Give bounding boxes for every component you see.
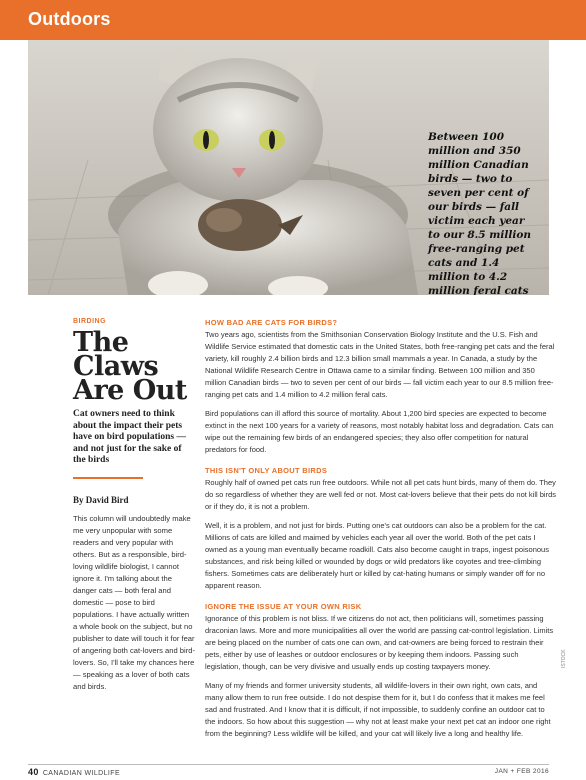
publication-name: CANADIAN WILDLIFE <box>42 770 121 777</box>
article-intro-column <box>73 318 195 693</box>
article-kicker: BIRDING <box>73 318 107 325</box>
section-heading: IGNORE THE ISSUE AT YOUR OWN RISK <box>205 602 362 611</box>
body-paragraph: Two years ago, scientists from the Smithsonian Conservation Biology Institute and the U.S. Fish and Wildlife Service estimated that domestic cats in the United States, both free-ranging pet cats and the feral variety, kill roughly 2.4 billion birds and 12.3 billion small mammals a year. In Canada, a study by the National Wildlife Research Centre in Ottawa came to a similar finding. Between 100 million and 350 million Canadian birds — two to seven per cent of our birds — fall victim each year to our 8.5 million free-ranging pet cats and 1.4 million to 4.2 million feral cats. <box>205 330 555 399</box>
article-byline: By David Bird <box>73 494 129 505</box>
body-paragraph: Ignorance of this problem is not bliss. If we citizens do not act, then politicians will, sometimes passing draconian laws. More and more municipalities all over the world are passing cat-control legislation. Limits are being placed on the number of cats one can own, and cat-owners are being forced to restrain their pets, either by use of leashes or outdoor enclosures or by keeping them indoors. Passing such legislation, though, can be very divisive and usually ends up costing taxpayers money. <box>205 614 554 671</box>
section-title: Outdoors <box>28 9 111 29</box>
photo-credit: ISTOCK <box>561 649 567 668</box>
cat-photo <box>28 40 549 295</box>
deck-divider <box>73 477 143 479</box>
section-header <box>0 0 586 40</box>
footer-divider <box>28 764 549 765</box>
body-paragraph: Many of my friends and former university students, all wildlife-lovers in their own right, own cats, and many allow them to run free outside. I do not despise them for it, but I do confess that it makes me feel sad and frustrated. And I know that it is difficult, if not impossible, to suddenly confine an outdoor cat to the indoors. So how about this suggestion — why not at least make your next pet cat an indoor one right from the beginning? Less wildlife will be killed, and your cat will likely live a long and healthy life. <box>205 681 551 738</box>
section-heading: THIS ISN'T ONLY ABOUT BIRDS <box>205 466 328 475</box>
page-number: 40 <box>28 767 39 777</box>
article-body-column <box>205 318 556 747</box>
article-deck: Cat owners need to think about the impact their pets have on bird populations — and not just for the sake of the birds <box>73 409 186 465</box>
issue-date: JAN + FEB 2016 <box>494 768 549 775</box>
article-headline: The Claws Are Out <box>73 327 187 406</box>
footer-folio <box>28 767 120 777</box>
body-paragraph: Well, it is a problem, and not just for birds. Putting one's cat outdoors can also be a problem for the cat. Millions of cats are killed and maimed by vehicles each year all over the world. Both of the pet cats I owned as a young man eventually became roadkill. Cats also become caught in traps, ingest poisonous substances, and risk being killed or wounded by dogs or wild predators like coyotes and tree-climbing fishers. Sometimes cats are deliberately hurt or killed by cat-hating humans or simply wander off for no apparent reason. <box>205 521 549 590</box>
body-paragraph: Bird populations can ill afford this source of mortality. About 1,200 bird species are expected to become extinct in the next 100 years for a variety of reasons, most notably habitat loss and degradation. Cats can wipe out the remaining few birds of an endangered species; they also offer competition for natural predators for food. <box>205 409 554 454</box>
body-paragraph: Roughly half of owned pet cats run free outdoors. While not all pet cats hunt birds, many of them do. They do so regardless of whether they are well fed or not. Most cat-lovers believe that their pets do not kill birds or if they do, it is not a problem. <box>205 478 557 511</box>
photo-caption: Between 100 million and 350 million Canadian birds — two to seven per cent of our birds — fall victim each year to our 8.5 million free-ranging pet cats and 1.4 million to 4.2 million feral cats <box>428 131 531 295</box>
article-intro-text: This column will undoubtedly make me very unpopular with some readers and very popular with others. But as a responsible, bird-loving wildlife biologist, I cannot ignore it. I'm talking about the danger cats — both feral and domestic — pose to bird populations. I have actually written a whole book on the subject, but no publisher to date will touch it for fear of angering both cat-lovers and bird-lovers. So, I'll take my chances here — speaking as a lover of both cats and birds. <box>73 513 195 691</box>
section-heading: HOW BAD ARE CATS FOR BIRDS? <box>205 318 338 327</box>
